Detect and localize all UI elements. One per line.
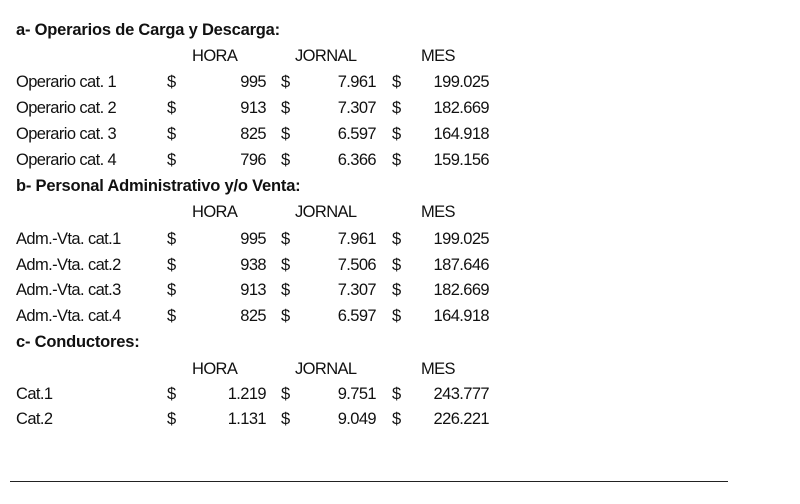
- currency-symbol: $: [167, 256, 176, 274]
- mes-value: 187.646: [433, 256, 489, 274]
- jornal-value: 7.307: [337, 281, 376, 299]
- row-label: Operario cat. 3: [16, 125, 117, 143]
- row-label: Adm.-Vta. cat.2: [16, 256, 121, 274]
- hora-value: 825: [240, 125, 266, 143]
- header-mes: MES: [421, 203, 455, 221]
- currency-symbol: $: [281, 281, 290, 299]
- currency-symbol: $: [167, 410, 176, 428]
- table-row: [0, 307, 800, 331]
- hora-value: 1.131: [227, 410, 266, 428]
- table-row: [0, 410, 800, 434]
- hora-value: 825: [240, 307, 266, 325]
- currency-symbol: $: [392, 281, 401, 299]
- header-jornal: JORNAL: [295, 360, 357, 378]
- row-label: Adm.-Vta. cat.3: [16, 281, 121, 299]
- jornal-value: 7.307: [337, 99, 376, 117]
- hora-value: 796: [240, 151, 266, 169]
- jornal-value: 6.597: [337, 125, 376, 143]
- section-b-title: b- Personal Administrativo y/o Venta:: [16, 177, 301, 195]
- mes-value: 199.025: [433, 230, 489, 248]
- currency-symbol: $: [281, 307, 290, 325]
- mes-value: 182.669: [433, 281, 489, 299]
- currency-symbol: $: [281, 73, 290, 91]
- currency-symbol: $: [392, 99, 401, 117]
- header-hora: HORA: [192, 47, 238, 65]
- header-jornal: JORNAL: [295, 203, 357, 221]
- hora-value: 938: [240, 256, 266, 274]
- jornal-value: 7.961: [337, 73, 376, 91]
- currency-symbol: $: [281, 125, 290, 143]
- row-label: Adm.-Vta. cat.4: [16, 307, 121, 325]
- mes-value: 182.669: [433, 99, 489, 117]
- header-mes: MES: [421, 360, 455, 378]
- mes-value: 226.221: [433, 410, 489, 428]
- header-hora: HORA: [192, 203, 238, 221]
- currency-symbol: $: [392, 73, 401, 91]
- currency-symbol: $: [167, 230, 176, 248]
- currency-symbol: $: [392, 410, 401, 428]
- hora-value: 913: [240, 281, 266, 299]
- currency-symbol: $: [392, 385, 401, 403]
- currency-symbol: $: [167, 151, 176, 169]
- currency-symbol: $: [167, 73, 176, 91]
- currency-symbol: $: [281, 99, 290, 117]
- currency-symbol: $: [167, 307, 176, 325]
- hora-value: 995: [240, 73, 266, 91]
- hora-value: 913: [240, 99, 266, 117]
- currency-symbol: $: [281, 256, 290, 274]
- currency-symbol: $: [281, 410, 290, 428]
- table-row: [0, 151, 800, 175]
- jornal-value: 7.506: [337, 256, 376, 274]
- mes-value: 164.918: [433, 125, 489, 143]
- row-label: Cat.2: [16, 410, 53, 428]
- currency-symbol: $: [167, 385, 176, 403]
- jornal-value: 7.961: [337, 230, 376, 248]
- currency-symbol: $: [392, 256, 401, 274]
- currency-symbol: $: [392, 230, 401, 248]
- currency-symbol: $: [392, 307, 401, 325]
- row-label: Adm.-Vta. cat.1: [16, 230, 121, 248]
- hora-value: 1.219: [227, 385, 266, 403]
- section-c-title: c- Conductores:: [16, 333, 140, 351]
- currency-symbol: $: [392, 125, 401, 143]
- table-row: [0, 230, 800, 254]
- header-jornal: JORNAL: [295, 47, 357, 65]
- table-row: [0, 385, 800, 409]
- table-row: [0, 99, 800, 123]
- currency-symbol: $: [281, 385, 290, 403]
- table-row: [0, 73, 800, 97]
- header-hora: HORA: [192, 360, 238, 378]
- section-a-title: a- Operarios de Carga y Descarga:: [16, 21, 280, 39]
- hora-value: 995: [240, 230, 266, 248]
- row-label: Cat.1: [16, 385, 53, 403]
- row-label: Operario cat. 2: [16, 99, 117, 117]
- currency-symbol: $: [392, 151, 401, 169]
- currency-symbol: $: [167, 99, 176, 117]
- currency-symbol: $: [281, 230, 290, 248]
- currency-symbol: $: [167, 125, 176, 143]
- jornal-value: 9.751: [337, 385, 376, 403]
- row-label: Operario cat. 1: [16, 73, 117, 91]
- header-mes: MES: [421, 47, 455, 65]
- jornal-value: 6.597: [337, 307, 376, 325]
- mes-value: 159.156: [433, 151, 489, 169]
- table-row: [0, 125, 800, 149]
- table-row: [0, 281, 800, 305]
- jornal-value: 6.366: [337, 151, 376, 169]
- mes-value: 199.025: [433, 73, 489, 91]
- jornal-value: 9.049: [337, 410, 376, 428]
- mes-value: 164.918: [433, 307, 489, 325]
- currency-symbol: $: [167, 281, 176, 299]
- row-label: Operario cat. 4: [16, 151, 117, 169]
- mes-value: 243.777: [433, 385, 489, 403]
- currency-symbol: $: [281, 151, 290, 169]
- horizontal-rule: [10, 481, 728, 482]
- table-row: [0, 256, 800, 280]
